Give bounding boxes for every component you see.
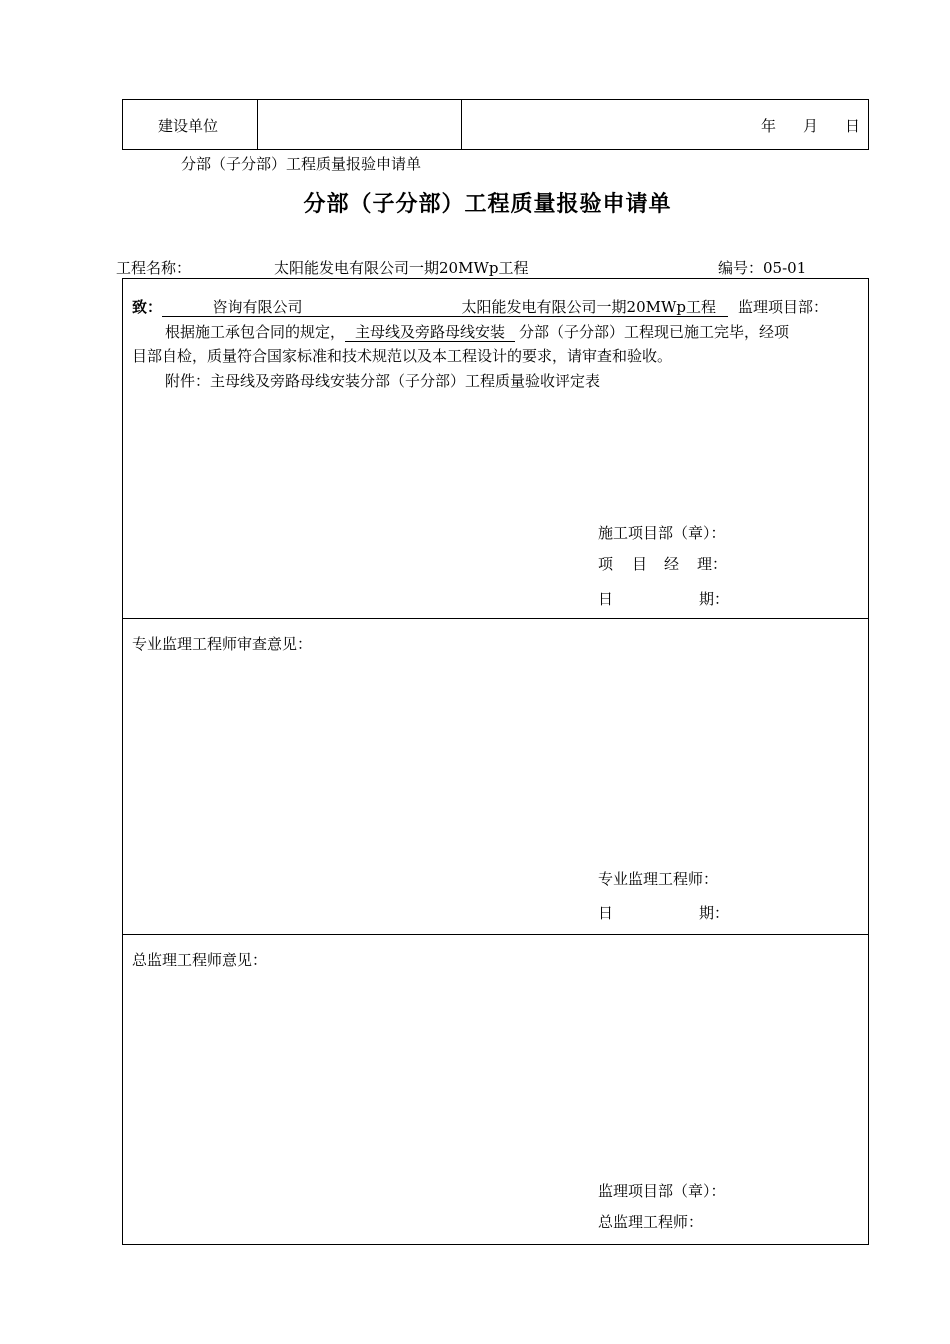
number-label-text: 编号： [718, 259, 764, 277]
number-value: 05-01 [763, 259, 807, 277]
to-label: 致： [132, 298, 163, 316]
project-label: 工程名称： [116, 259, 192, 277]
sign-chief-engineer: 总监理工程师： [598, 1213, 704, 1231]
top-table-divider-1 [257, 99, 258, 150]
top-table-month: 月 [803, 117, 819, 135]
sign-manager [598, 554, 727, 574]
body-line-2: 目部自检，质量符合国家标准和技术规范以及本工程设计的要求，请审查和验收。 [132, 347, 673, 365]
sign-manager-3: 经 [664, 555, 680, 573]
project-name: 太阳能发电有限公司一期20MWp工程 [274, 259, 529, 277]
to-line [132, 297, 828, 317]
to-project-text: 太阳能发电有限公司一期20MWp工程 [461, 298, 717, 316]
sign-manager-1: 项 [598, 555, 614, 573]
chief-opinion-heading: 总监理工程师意见： [132, 951, 268, 969]
sign-manager-4: 理： [697, 555, 728, 573]
to-company-text: 咨询有限公司 [212, 298, 303, 316]
top-table-day: 日 [845, 117, 861, 135]
form-divider-1 [122, 618, 869, 619]
body-line-1 [165, 322, 789, 342]
small-heading: 分部（子分部）工程质量报验申请单 [181, 155, 422, 173]
to-project [353, 298, 728, 317]
sign-date-2-b: 期： [699, 904, 730, 922]
form-divider-2 [122, 934, 869, 935]
sign-date-1-b: 期： [699, 590, 730, 608]
top-table-label: 建设单位 [158, 117, 219, 135]
sign-date-1-a: 日 [598, 590, 614, 608]
sign-date-1 [598, 589, 729, 609]
sign-supervision-dept: 监理项目部（章）： [598, 1182, 726, 1200]
attachment: 附件：主母线及旁路母线安装分部（子分部）工程质量验收评定表 [165, 372, 601, 390]
sign-date-2-a: 日 [598, 904, 614, 922]
top-table-divider-2 [461, 99, 462, 150]
to-company [162, 298, 353, 317]
body-item-text: 主母线及旁路母线安装 [355, 323, 506, 341]
sign-engineer: 专业监理工程师： [598, 870, 719, 888]
number-label [718, 258, 806, 278]
body-suffix: 分部（子分部）工程现已施工完毕，经项 [519, 323, 790, 341]
body-prefix: 根据施工承包合同的规定， [165, 323, 346, 341]
page-title: 分部（子分部）工程质量报验申请单 [303, 191, 672, 217]
top-table [122, 99, 869, 150]
sign-construction-dept: 施工项目部（章）： [598, 524, 726, 542]
sign-manager-2: 目 [632, 555, 648, 573]
sign-date-2 [598, 903, 729, 923]
top-table-year: 年 [761, 117, 777, 135]
form-table [122, 278, 869, 1245]
engineer-review-heading: 专业监理工程师审查意见： [132, 635, 313, 653]
to-dept: 监理项目部： [738, 298, 829, 316]
body-item [345, 323, 515, 342]
